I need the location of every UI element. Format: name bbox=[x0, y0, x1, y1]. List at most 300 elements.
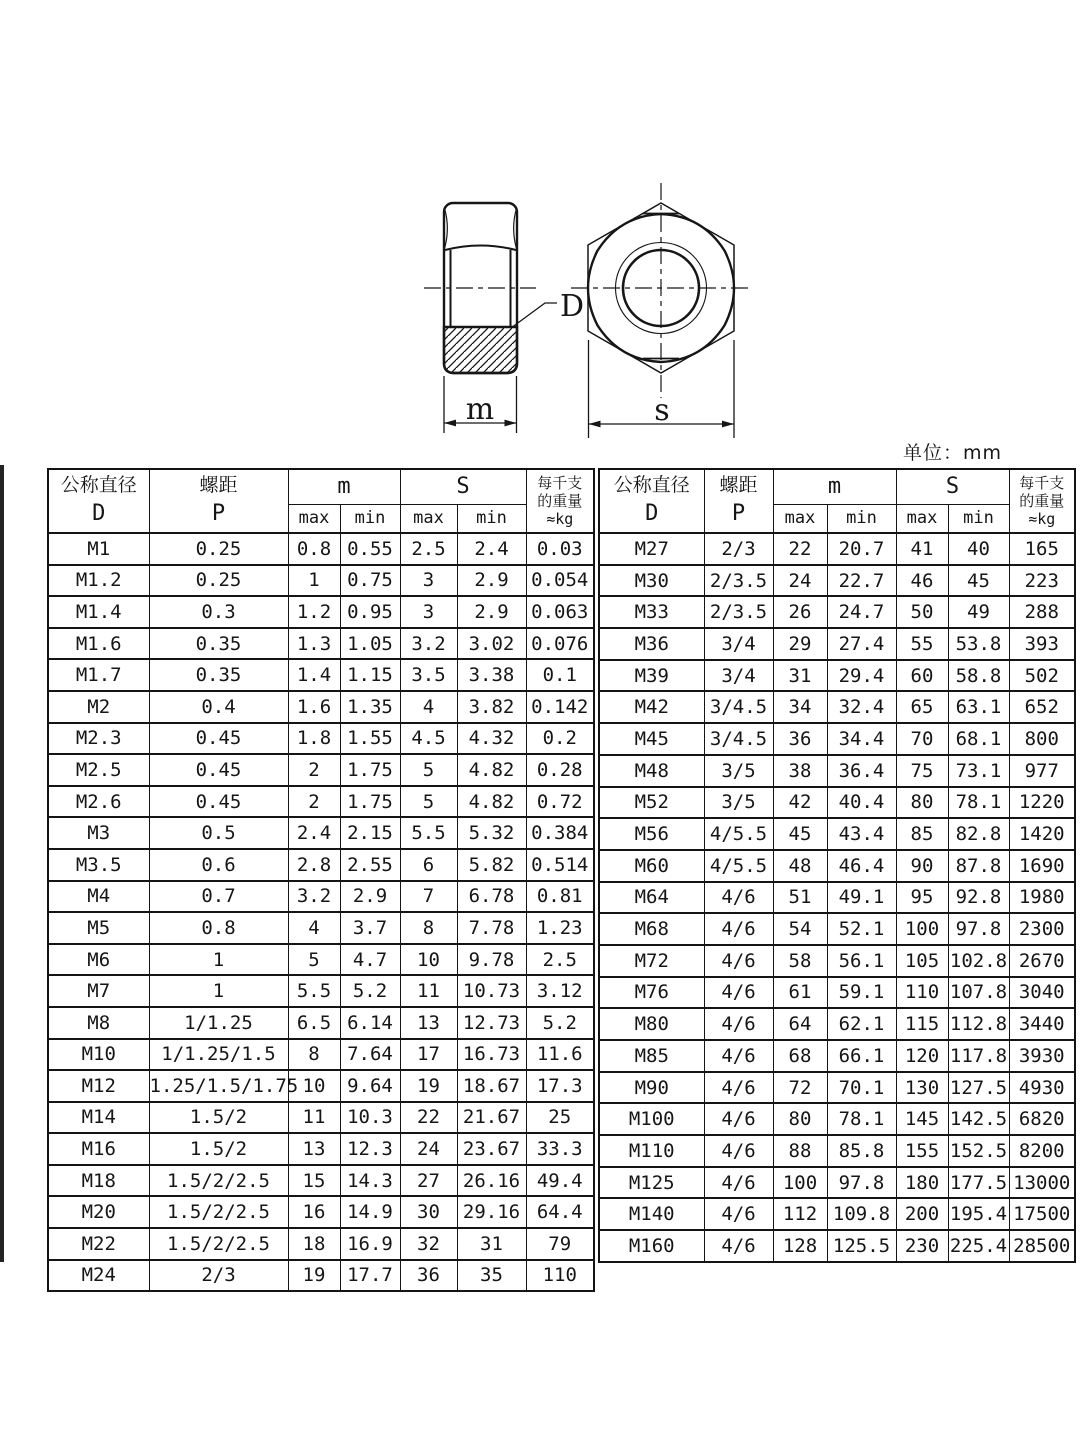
spec-table-right bbox=[598, 468, 1076, 1263]
table-cell: 7 bbox=[400, 881, 457, 913]
table-cell: 225.4 bbox=[948, 1230, 1009, 1262]
table-cell: 16.9 bbox=[340, 1228, 400, 1260]
table-cell: 2.15 bbox=[340, 817, 400, 849]
table-cell: 0.28 bbox=[526, 754, 594, 786]
table-cell: 7.64 bbox=[340, 1039, 400, 1071]
table-cell: 11.6 bbox=[526, 1039, 594, 1071]
table-cell: 13 bbox=[400, 1007, 457, 1039]
table-cell: 66.1 bbox=[827, 1040, 896, 1072]
table-cell: 977 bbox=[1009, 755, 1075, 787]
table-cell: 0.514 bbox=[526, 849, 594, 881]
table-cell: 30 bbox=[400, 1196, 457, 1228]
unit-label: 单位：mm bbox=[903, 442, 1003, 464]
table-cell: 11 bbox=[288, 1102, 340, 1134]
table-cell: 2.5 bbox=[400, 533, 457, 565]
table-cell: M85 bbox=[599, 1040, 704, 1072]
table-cell: M160 bbox=[599, 1230, 704, 1262]
diameter-label: 公称直径 bbox=[60, 474, 137, 497]
table-cell: M22 bbox=[48, 1228, 149, 1260]
table-cell: 8 bbox=[288, 1039, 340, 1071]
table-cell: M5 bbox=[48, 912, 149, 944]
table-cell: 0.35 bbox=[149, 659, 288, 691]
table-cell: 0.25 bbox=[149, 533, 288, 565]
table-cell: 88 bbox=[773, 1135, 827, 1167]
table-cell: 53.8 bbox=[948, 628, 1009, 660]
table-cell: 1.15 bbox=[340, 659, 400, 691]
table-cell: 41 bbox=[896, 533, 948, 565]
table-cell: M90 bbox=[599, 1072, 704, 1104]
table-cell: 110 bbox=[526, 1260, 594, 1292]
table-cell: 1420 bbox=[1009, 818, 1075, 850]
table-cell: 145 bbox=[896, 1103, 948, 1135]
table-row bbox=[599, 1040, 1075, 1072]
table-cell: 142.5 bbox=[948, 1103, 1009, 1135]
table-cell: M2.3 bbox=[48, 723, 149, 755]
table-cell: 80 bbox=[773, 1103, 827, 1135]
table-cell: 3.38 bbox=[457, 659, 526, 691]
table-cell: 10 bbox=[400, 944, 457, 976]
weight-label-2: 的重量 bbox=[537, 492, 583, 510]
table-cell: 5 bbox=[400, 754, 457, 786]
table-cell: 10.73 bbox=[457, 975, 526, 1007]
table-cell: 4930 bbox=[1009, 1072, 1075, 1104]
table-cell: 31 bbox=[457, 1228, 526, 1260]
table-cell: 45 bbox=[773, 818, 827, 850]
table-row bbox=[599, 1198, 1075, 1230]
table-cell: 80 bbox=[896, 787, 948, 819]
table-cell: M10 bbox=[48, 1039, 149, 1071]
table-cell: 2300 bbox=[1009, 913, 1075, 945]
table-cell: 0.55 bbox=[340, 533, 400, 565]
table-cell: 34 bbox=[773, 691, 827, 723]
table-cell: 7.78 bbox=[457, 912, 526, 944]
table-cell: 2/3 bbox=[149, 1260, 288, 1292]
table-cell: 9.64 bbox=[340, 1070, 400, 1102]
table-cell: 0.45 bbox=[149, 754, 288, 786]
table-cell: 3.5 bbox=[400, 659, 457, 691]
table-cell: 68 bbox=[773, 1040, 827, 1072]
table-row bbox=[48, 975, 594, 1007]
table-cell: M64 bbox=[599, 882, 704, 914]
table-cell: M52 bbox=[599, 787, 704, 819]
col-header-s: S bbox=[400, 469, 526, 504]
table-cell: 107.8 bbox=[948, 977, 1009, 1009]
col-header-pitch bbox=[704, 469, 773, 533]
table-row bbox=[599, 533, 1075, 565]
table-cell: 16.73 bbox=[457, 1039, 526, 1071]
table-row bbox=[48, 817, 594, 849]
table-cell: 58.8 bbox=[948, 660, 1009, 692]
table-cell: M6 bbox=[48, 944, 149, 976]
table-cell: 4.82 bbox=[457, 786, 526, 818]
table-row bbox=[599, 723, 1075, 755]
table-cell: 90 bbox=[896, 850, 948, 882]
table-cell: 16 bbox=[288, 1196, 340, 1228]
table-cell: 8 bbox=[400, 912, 457, 944]
table-cell: M4 bbox=[48, 881, 149, 913]
table-cell: 63.1 bbox=[948, 691, 1009, 723]
s-max-header: max bbox=[896, 504, 948, 533]
table-cell: 0.7 bbox=[149, 881, 288, 913]
table-cell: M2.6 bbox=[48, 786, 149, 818]
scan-edge-line bbox=[0, 465, 4, 1262]
table-cell: M60 bbox=[599, 850, 704, 882]
table-cell: M36 bbox=[599, 628, 704, 660]
m-max-header: max bbox=[773, 504, 827, 533]
table-cell: 92.8 bbox=[948, 882, 1009, 914]
table-cell: 6820 bbox=[1009, 1103, 1075, 1135]
table-cell: 22.7 bbox=[827, 565, 896, 597]
table-cell: 3 bbox=[400, 596, 457, 628]
weight-label-1: 每千支 bbox=[1019, 474, 1065, 492]
table-cell: 0.35 bbox=[149, 628, 288, 660]
table-cell: 3.12 bbox=[526, 975, 594, 1007]
table-cell: 65 bbox=[896, 691, 948, 723]
table-cell: 0.45 bbox=[149, 723, 288, 755]
table-cell: 230 bbox=[896, 1230, 948, 1262]
table-cell: 15 bbox=[288, 1165, 340, 1197]
table-cell: M56 bbox=[599, 818, 704, 850]
table-row bbox=[48, 754, 594, 786]
table-cell: 4.32 bbox=[457, 723, 526, 755]
table-cell: 5.5 bbox=[400, 817, 457, 849]
table-row bbox=[48, 881, 594, 913]
table-cell: M2.5 bbox=[48, 754, 149, 786]
table-cell: 17 bbox=[400, 1039, 457, 1071]
table-cell: 64 bbox=[773, 1008, 827, 1040]
table-cell: 1.5/2/2.5 bbox=[149, 1196, 288, 1228]
table-cell: 110 bbox=[896, 977, 948, 1009]
table-cell: 95 bbox=[896, 882, 948, 914]
table-cell: 5.2 bbox=[340, 975, 400, 1007]
table-cell: M76 bbox=[599, 977, 704, 1009]
table-cell: 20.7 bbox=[827, 533, 896, 565]
table-row bbox=[599, 1008, 1075, 1040]
table-cell: M42 bbox=[599, 691, 704, 723]
table-cell: 152.5 bbox=[948, 1135, 1009, 1167]
col-header-pitch bbox=[149, 469, 288, 533]
table-cell: 0.054 bbox=[526, 565, 594, 597]
table-row bbox=[599, 787, 1075, 819]
table-cell: 1.25/1.5/1.75 bbox=[149, 1070, 288, 1102]
col-header-weight bbox=[526, 469, 594, 533]
table-cell: 100 bbox=[773, 1167, 827, 1199]
table-cell: 2.8 bbox=[288, 849, 340, 881]
table-cell: 54 bbox=[773, 913, 827, 945]
table-cell: 2/3 bbox=[704, 533, 773, 565]
table-cell: 2 bbox=[288, 754, 340, 786]
table-cell: 34.4 bbox=[827, 723, 896, 755]
table-cell: 3/4.5 bbox=[704, 691, 773, 723]
table-cell: 51 bbox=[773, 882, 827, 914]
table-row bbox=[48, 596, 594, 628]
table-row bbox=[48, 533, 594, 565]
table-row bbox=[48, 944, 594, 976]
table-cell: 1.55 bbox=[340, 723, 400, 755]
table-cell: 4.82 bbox=[457, 754, 526, 786]
table-cell: 288 bbox=[1009, 596, 1075, 628]
table-cell: 0.8 bbox=[149, 912, 288, 944]
table-cell: 5.5 bbox=[288, 975, 340, 1007]
table-cell: 0.25 bbox=[149, 565, 288, 597]
width-dim-label: s bbox=[654, 393, 670, 428]
table-cell: 117.8 bbox=[948, 1040, 1009, 1072]
table-cell: 4/6 bbox=[704, 1230, 773, 1262]
table-cell: 2/3.5 bbox=[704, 596, 773, 628]
table-cell: 112.8 bbox=[948, 1008, 1009, 1040]
table-row bbox=[48, 849, 594, 881]
table-cell: 4/6 bbox=[704, 1072, 773, 1104]
table-cell: 49.4 bbox=[526, 1165, 594, 1197]
table-cell: 2670 bbox=[1009, 945, 1075, 977]
table-cell: M1 bbox=[48, 533, 149, 565]
table-row bbox=[48, 912, 594, 944]
table-cell: 10 bbox=[288, 1070, 340, 1102]
s-max-header: max bbox=[400, 504, 457, 533]
table-cell: 3/5 bbox=[704, 787, 773, 819]
table-cell: 17.7 bbox=[340, 1260, 400, 1292]
table-cell: 2/3.5 bbox=[704, 565, 773, 597]
table-cell: 24 bbox=[400, 1133, 457, 1165]
table-cell: 43.4 bbox=[827, 818, 896, 850]
table-cell: 32 bbox=[400, 1228, 457, 1260]
table-row bbox=[48, 1260, 594, 1292]
table-cell: 115 bbox=[896, 1008, 948, 1040]
table-cell: 64.4 bbox=[526, 1196, 594, 1228]
table-cell: 125.5 bbox=[827, 1230, 896, 1262]
table-cell: M27 bbox=[599, 533, 704, 565]
table-cell: 1.8 bbox=[288, 723, 340, 755]
table-cell: 1.2 bbox=[288, 596, 340, 628]
table-cell: 1220 bbox=[1009, 787, 1075, 819]
table-cell: 52.1 bbox=[827, 913, 896, 945]
table-cell: 26 bbox=[773, 596, 827, 628]
table-cell: 0.03 bbox=[526, 533, 594, 565]
table-cell: 61 bbox=[773, 977, 827, 1009]
table-cell: 6 bbox=[400, 849, 457, 881]
table-cell: 0.45 bbox=[149, 786, 288, 818]
bore-label: D bbox=[560, 289, 585, 324]
table-cell: 127.5 bbox=[948, 1072, 1009, 1104]
table-row bbox=[599, 1135, 1075, 1167]
table-cell: 112 bbox=[773, 1198, 827, 1230]
table-cell: 22 bbox=[773, 533, 827, 565]
table-cell: 32.4 bbox=[827, 691, 896, 723]
col-header-diameter bbox=[48, 469, 149, 533]
table-cell: 1980 bbox=[1009, 882, 1075, 914]
table-cell: 0.063 bbox=[526, 596, 594, 628]
m-min-header: min bbox=[827, 504, 896, 533]
table-row bbox=[599, 913, 1075, 945]
table-cell: 10.3 bbox=[340, 1102, 400, 1134]
table-cell: 3.02 bbox=[457, 628, 526, 660]
table-cell: 97.8 bbox=[827, 1167, 896, 1199]
table-cell: 3.7 bbox=[340, 912, 400, 944]
table-cell: 38 bbox=[773, 755, 827, 787]
table-row bbox=[48, 1228, 594, 1260]
table-cell: 5.82 bbox=[457, 849, 526, 881]
table-row bbox=[599, 596, 1075, 628]
table-cell: 46 bbox=[896, 565, 948, 597]
table-cell: 0.75 bbox=[340, 565, 400, 597]
table-cell: 120 bbox=[896, 1040, 948, 1072]
col-header-diameter bbox=[599, 469, 704, 533]
table-row bbox=[599, 882, 1075, 914]
table-row bbox=[48, 659, 594, 691]
table-cell: 105 bbox=[896, 945, 948, 977]
table-cell: M125 bbox=[599, 1167, 704, 1199]
table-cell: 5 bbox=[288, 944, 340, 976]
table-cell: 3 bbox=[400, 565, 457, 597]
table-cell: 87.8 bbox=[948, 850, 1009, 882]
table-cell: 5.2 bbox=[526, 1007, 594, 1039]
table-cell: 4/6 bbox=[704, 1198, 773, 1230]
table-cell: M39 bbox=[599, 660, 704, 692]
table-cell: M140 bbox=[599, 1198, 704, 1230]
table-cell: 78.1 bbox=[948, 787, 1009, 819]
table-row bbox=[48, 691, 594, 723]
table-cell: 1 bbox=[149, 944, 288, 976]
table-cell: 27 bbox=[400, 1165, 457, 1197]
table-cell: 1.75 bbox=[340, 786, 400, 818]
table-cell: 0.72 bbox=[526, 786, 594, 818]
table-row bbox=[48, 1102, 594, 1134]
table-cell: 0.2 bbox=[526, 723, 594, 755]
table-row bbox=[599, 1167, 1075, 1199]
table-cell: M45 bbox=[599, 723, 704, 755]
table-row bbox=[48, 1133, 594, 1165]
table-row bbox=[599, 755, 1075, 787]
table-cell: M12 bbox=[48, 1070, 149, 1102]
table-cell: 180 bbox=[896, 1167, 948, 1199]
table-cell: 2.5 bbox=[526, 944, 594, 976]
table-cell: 31 bbox=[773, 660, 827, 692]
table-cell: 23.67 bbox=[457, 1133, 526, 1165]
table-cell: 11 bbox=[400, 975, 457, 1007]
table-cell: 0.142 bbox=[526, 691, 594, 723]
table-cell: 4/6 bbox=[704, 945, 773, 977]
table-cell: 78.1 bbox=[827, 1103, 896, 1135]
table-row bbox=[599, 850, 1075, 882]
table-cell: 0.8 bbox=[288, 533, 340, 565]
table-cell: 2.55 bbox=[340, 849, 400, 881]
table-cell: 42 bbox=[773, 787, 827, 819]
table-cell: 102.8 bbox=[948, 945, 1009, 977]
table-cell: M110 bbox=[599, 1135, 704, 1167]
table-cell: M3.5 bbox=[48, 849, 149, 881]
table-row bbox=[599, 691, 1075, 723]
table-cell: 19 bbox=[288, 1260, 340, 1292]
table-cell: 4/6 bbox=[704, 1008, 773, 1040]
table-cell: 62.1 bbox=[827, 1008, 896, 1040]
table-cell: 4/5.5 bbox=[704, 850, 773, 882]
spec-table-left bbox=[47, 468, 595, 1292]
table-cell: 8200 bbox=[1009, 1135, 1075, 1167]
m-max-header: max bbox=[288, 504, 340, 533]
table-cell: 652 bbox=[1009, 691, 1075, 723]
table-cell: 3440 bbox=[1009, 1008, 1075, 1040]
table-cell: 59.1 bbox=[827, 977, 896, 1009]
table-cell: 56.1 bbox=[827, 945, 896, 977]
table-cell: M14 bbox=[48, 1102, 149, 1134]
table-cell: 70.1 bbox=[827, 1072, 896, 1104]
diameter-label: 公称直径 bbox=[613, 474, 690, 497]
table-cell: 130 bbox=[896, 1072, 948, 1104]
table-cell: M80 bbox=[599, 1008, 704, 1040]
table-row bbox=[599, 1072, 1075, 1104]
table-cell: M7 bbox=[48, 975, 149, 1007]
table-row bbox=[599, 1103, 1075, 1135]
col-header-m: m bbox=[773, 469, 896, 504]
hex-nut-drawing bbox=[380, 150, 850, 470]
table-cell: 3/4 bbox=[704, 660, 773, 692]
table-cell: 4/6 bbox=[704, 882, 773, 914]
m-min-header: min bbox=[340, 504, 400, 533]
diameter-symbol: D bbox=[645, 500, 659, 526]
table-cell: 33.3 bbox=[526, 1133, 594, 1165]
table-cell: 165 bbox=[1009, 533, 1075, 565]
table-row bbox=[599, 945, 1075, 977]
table-cell: 49 bbox=[948, 596, 1009, 628]
table-row bbox=[599, 660, 1075, 692]
table-cell: 2.9 bbox=[457, 596, 526, 628]
table-cell: 29.16 bbox=[457, 1196, 526, 1228]
table-cell: 0.95 bbox=[340, 596, 400, 628]
table-row bbox=[48, 1070, 594, 1102]
table-cell: 3/4.5 bbox=[704, 723, 773, 755]
table-cell: 1.35 bbox=[340, 691, 400, 723]
table-row bbox=[48, 1039, 594, 1071]
table-cell: 97.8 bbox=[948, 913, 1009, 945]
table-cell: 1 bbox=[288, 565, 340, 597]
table-cell: M24 bbox=[48, 1260, 149, 1292]
table-row bbox=[48, 1007, 594, 1039]
table-cell: 109.8 bbox=[827, 1198, 896, 1230]
weight-label-1: 每千支 bbox=[537, 474, 583, 492]
table-cell: 79 bbox=[526, 1228, 594, 1260]
table-cell: 1.5/2/2.5 bbox=[149, 1165, 288, 1197]
table-cell: 2.9 bbox=[340, 881, 400, 913]
table-cell: 100 bbox=[896, 913, 948, 945]
table-cell: 21.67 bbox=[457, 1102, 526, 1134]
table-cell: M16 bbox=[48, 1133, 149, 1165]
table-cell: 14.9 bbox=[340, 1196, 400, 1228]
table-row bbox=[599, 628, 1075, 660]
table-cell: 36.4 bbox=[827, 755, 896, 787]
table-cell: 3.2 bbox=[288, 881, 340, 913]
table-cell: 3/4 bbox=[704, 628, 773, 660]
table-cell: 502 bbox=[1009, 660, 1075, 692]
table-row bbox=[48, 786, 594, 818]
table-cell: 18 bbox=[288, 1228, 340, 1260]
table-cell: 1.4 bbox=[288, 659, 340, 691]
table-cell: M33 bbox=[599, 596, 704, 628]
table-cell: 2.4 bbox=[457, 533, 526, 565]
table-cell: 45 bbox=[948, 565, 1009, 597]
table-cell: M48 bbox=[599, 755, 704, 787]
table-cell: 17500 bbox=[1009, 1198, 1075, 1230]
table-cell: 1.5/2/2.5 bbox=[149, 1228, 288, 1260]
table-cell: M1.7 bbox=[48, 659, 149, 691]
table-cell: 85 bbox=[896, 818, 948, 850]
table-cell: 1.23 bbox=[526, 912, 594, 944]
table-cell: 48 bbox=[773, 850, 827, 882]
table-cell: 4.5 bbox=[400, 723, 457, 755]
table-cell: 0.6 bbox=[149, 849, 288, 881]
table-cell: 28500 bbox=[1009, 1230, 1075, 1262]
col-header-weight bbox=[1009, 469, 1075, 533]
table-cell: 1.6 bbox=[288, 691, 340, 723]
